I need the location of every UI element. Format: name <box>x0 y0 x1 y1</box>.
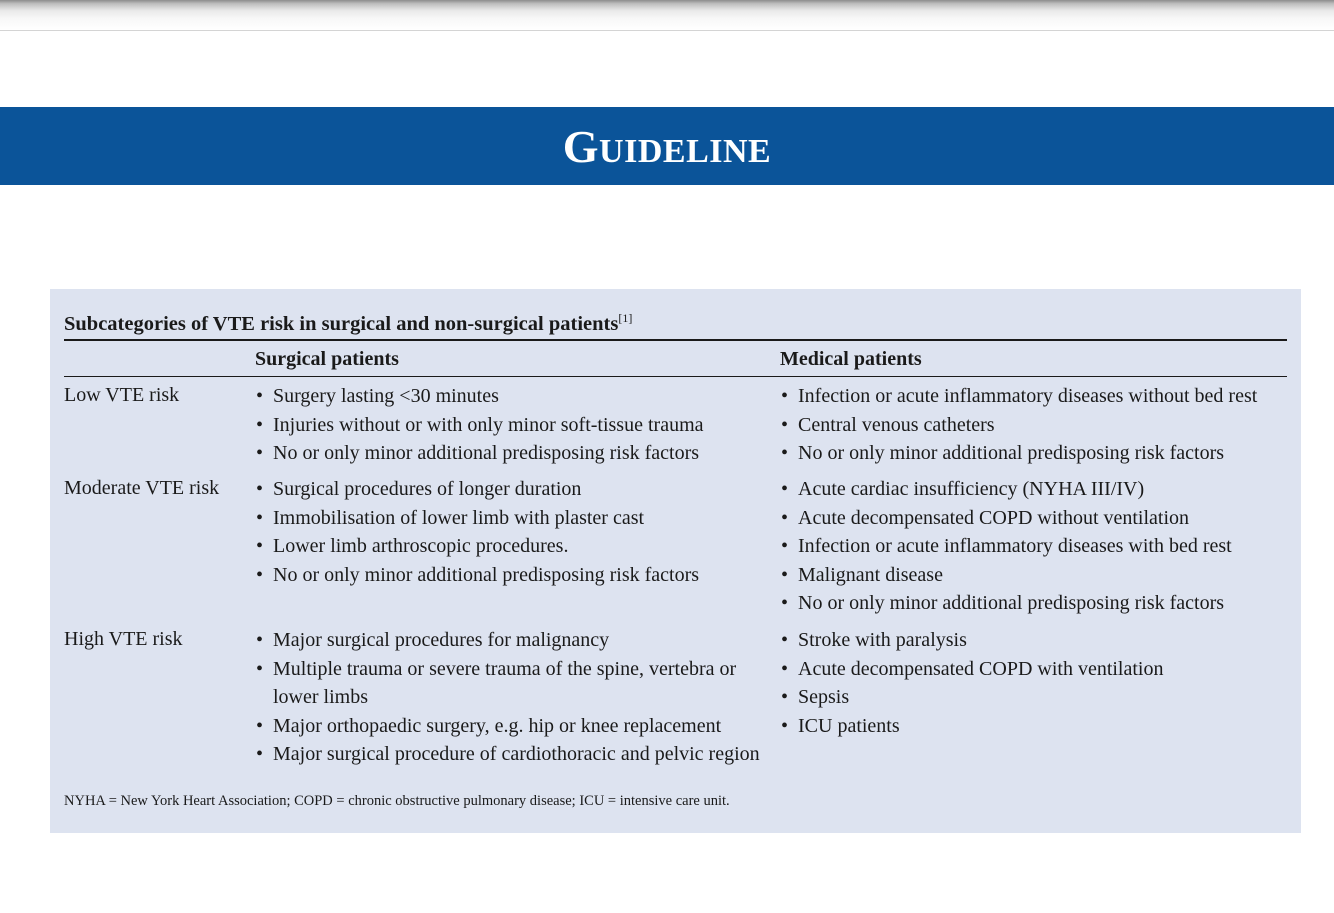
list-item: • No or only minor additional predisposing risk factors <box>780 589 1232 618</box>
list-item: • Surgery lasting <30 minutes <box>255 382 704 411</box>
guideline-banner <box>0 107 1334 185</box>
list-item: • Acute cardiac insufficiency (NYHA III/IV) <box>780 475 1232 504</box>
list-item: • Acute decompensated COPD with ventilation <box>780 655 1163 684</box>
table-title <box>64 311 632 336</box>
list-item: • Infection or acute inflammatory diseases without bed rest <box>780 382 1257 411</box>
top-toolbar-strip <box>0 0 1334 31</box>
list-item: • Major orthopaedic surgery, e.g. hip or knee replacement <box>255 712 763 741</box>
list-item: • Lower limb arthroscopic procedures. <box>255 532 699 561</box>
list-item: • Injuries without or with only minor soft-tissue trauma <box>255 411 704 440</box>
list-item: • Major surgical procedures for malignancy <box>255 626 763 655</box>
moderate-risk-surgical-list <box>255 475 699 589</box>
table-title-reference: [1] <box>618 311 633 325</box>
list-item: • Sepsis <box>780 683 1163 712</box>
high-risk-surgical-list <box>255 626 763 769</box>
column-header-medical: Medical patients <box>780 348 922 370</box>
banner-title-initial: G <box>562 121 600 172</box>
moderate-risk-medical-list <box>780 475 1232 618</box>
table-header-rule <box>64 376 1287 377</box>
row-label-moderate-risk: Moderate VTE risk <box>64 477 220 499</box>
row-label-high-risk: High VTE risk <box>64 628 183 650</box>
list-item: • Multiple trauma or severe trauma of the spine, vertebra or lower limbs <box>255 655 763 712</box>
list-item: • Acute decompensated COPD without ventilation <box>780 504 1232 533</box>
list-item: • Major surgical procedure of cardiothoracic and pelvic region <box>255 740 763 769</box>
table-title-text: Subcategories of VTE risk in surgical and non-surgical patients <box>64 312 619 335</box>
banner-title-rest: UIDELINE <box>599 133 772 170</box>
list-item: • No or only minor additional predisposing risk factors <box>780 439 1257 468</box>
list-item: • ICU patients <box>780 712 1163 741</box>
list-item: • Surgical procedures of longer duration <box>255 475 699 504</box>
list-item: • Malignant disease <box>780 561 1232 590</box>
list-item: • Central venous catheters <box>780 411 1257 440</box>
list-item: • No or only minor additional predisposing risk factors <box>255 439 704 468</box>
column-header-surgical: Surgical patients <box>255 348 399 370</box>
high-risk-medical-list <box>780 626 1163 740</box>
row-label-low-risk: Low VTE risk <box>64 384 180 406</box>
banner-title <box>562 121 772 172</box>
low-risk-medical-list <box>780 382 1257 468</box>
table-top-rule <box>64 339 1287 341</box>
list-item: • No or only minor additional predisposing risk factors <box>255 561 699 590</box>
table-footnote: NYHA = New York Heart Association; COPD = chronic obstructive pulmonary disease; ICU = intensive care unit. <box>64 793 730 809</box>
low-risk-surgical-list <box>255 382 704 468</box>
list-item: • Infection or acute inflammatory diseases with bed rest <box>780 532 1232 561</box>
list-item: • Stroke with paralysis <box>780 626 1163 655</box>
vte-risk-table <box>50 289 1301 833</box>
list-item: • Immobilisation of lower limb with plaster cast <box>255 504 699 533</box>
